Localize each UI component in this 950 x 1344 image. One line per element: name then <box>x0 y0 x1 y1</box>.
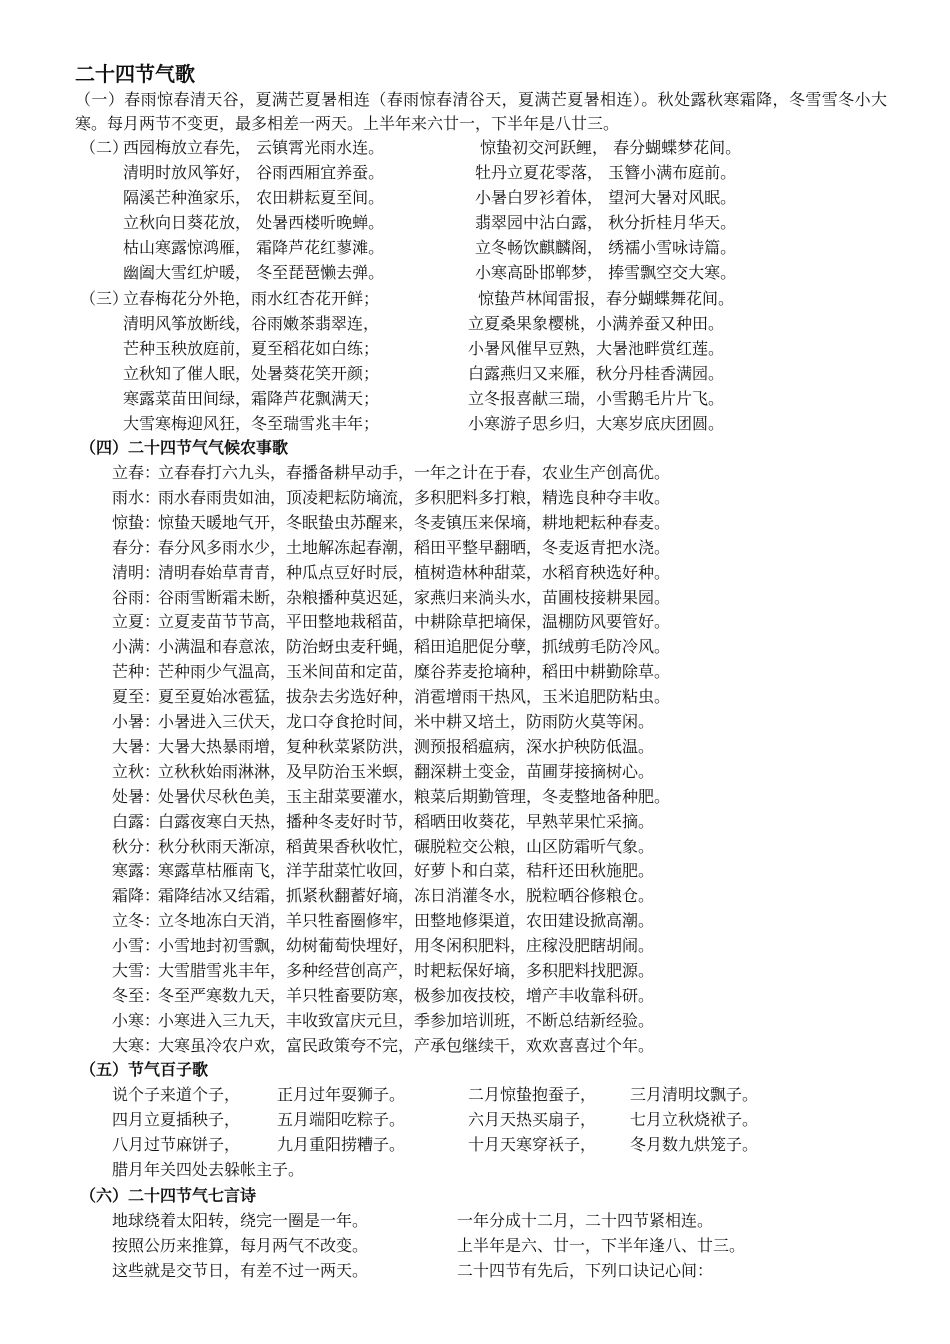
solar-term-verse: 大暑大热暴雨增，复种秋菜紧防洪，测预报稻瘟病，深水护秧防低温。 <box>158 736 655 756</box>
solar-term-label: 立秋： <box>112 761 161 781</box>
song-line: 腊月年关四处去躲帐主子。 <box>112 1160 305 1179</box>
solar-term-verse: 小满温和春意浓，防治蚜虫麦秆蝇，稻田追肥促分孽，抓绒剪毛防冷风。 <box>158 637 671 657</box>
poem-line: 清明时放风筝好， 谷雨西厢宜养蚕。 <box>123 163 385 182</box>
solar-term-verse: 白露夜寒白天热，播种冬麦好时节，稻晒田收葵花，早熟苹果忙采摘。 <box>158 811 655 831</box>
section-2-label: （二） <box>80 138 129 157</box>
song-line: 正月过年耍狮子。 <box>277 1085 406 1104</box>
document-title: 二十四节气歌 <box>75 62 195 86</box>
solar-term-verse: 清明春始草青青，种瓜点豆好时辰，植树造林种甜菜，水稻育秧选好种。 <box>158 562 671 582</box>
solar-term-label: 白露： <box>112 811 161 831</box>
solar-term-verse: 处暑伏尽秋色美，玉主甜菜要灌水，粮菜后期勤管理，冬麦整地备种肥。 <box>158 786 671 806</box>
section-4-heading: （四）二十四节气气候农事歌 <box>80 438 289 457</box>
poem-line: 立夏桑果象樱桃，小满养蚕又种田。 <box>468 314 725 333</box>
song-line: 七月立秋烧袱子。 <box>630 1110 759 1129</box>
solar-term-verse: 小雪地封初雪飘，幼树葡萄快埋好，用冬闲积肥料，庄稼没肥瞎胡闹。 <box>158 936 655 956</box>
poem-line: 幽阖大雪红炉暖， 冬至琵琶懒去弹。 <box>123 263 385 282</box>
song-line: 三月清明坟飘子。 <box>630 1085 759 1104</box>
song-line: 九月重阳捞糟子。 <box>277 1135 406 1154</box>
solar-term-label: 谷雨： <box>112 587 161 607</box>
poem-line: 地球绕着太阳转，绕完一圈是一年。 <box>112 1211 369 1230</box>
solar-term-label: 芒种： <box>112 662 161 682</box>
solar-term-verse: 大雪腊雪兆丰年，多种经营创高产，时耙耘保好墒，多积肥料找肥源。 <box>158 961 655 980</box>
poem-line: 这些就是交节日，有差不过一两天。 <box>112 1261 369 1280</box>
poem-line: 立秋知了催人眠，处暑葵花笑开颜； <box>123 364 380 383</box>
solar-term-label: 夏至： <box>112 687 161 707</box>
solar-term-verse: 谷雨雪断霜未断，杂粮播种莫迟延，家燕归来淌头水，苗圃枝接耕果园。 <box>158 587 671 607</box>
poem-line: 白露燕归又来雁，秋分丹桂香满园。 <box>468 364 725 383</box>
section-3-label: （三） <box>80 289 129 308</box>
song-line: 冬月数九烘笼子。 <box>630 1135 759 1154</box>
solar-term-label: 立夏： <box>112 612 161 632</box>
poem-line: 西园梅放立春先， 云镇霄光雨水连。 <box>123 138 385 157</box>
solar-term-verse: 小暑进入三伏天，龙口夺食抢时间，米中耕又培土，防雨防火莫等闲。 <box>158 712 655 731</box>
solar-term-label: 立春： <box>112 463 161 482</box>
solar-term-verse: 寒露草枯雁南飞，洋芋甜菜忙收回，好萝卜和白菜，秸秆还田秋施肥。 <box>158 861 655 881</box>
poem-line: 惊蛰初交河跃鲤， 春分蝴蝶梦花间。 <box>480 138 742 157</box>
solar-term-label: 春分： <box>112 537 161 557</box>
poem-line: 小暑风催早豆熟，大暑池畔赏红莲。 <box>468 339 725 358</box>
solar-term-verse: 立秋秋始雨淋淋，及早防治玉米螟，翻深耕土变金，苗圃芽接摘树心。 <box>158 761 655 781</box>
solar-term-verse: 立春春打六九头，春播备耕早动手，一年之计在于春，农业生产创高优。 <box>158 463 671 482</box>
poem-line: 按照公历来推算，每月两气不改变。 <box>112 1236 369 1255</box>
solar-term-verse: 芒种雨少气温高，玉米间苗和定苗，糜谷荞麦抢墒种，稻田中耕勤除草。 <box>158 662 671 682</box>
poem-line: 立冬报喜献三瑞，小雪鹅毛片片飞。 <box>468 389 725 408</box>
solar-term-verse: 立夏麦苗节节高，平田整地栽稻苗，中耕除草把墒保，温棚防风要管好。 <box>158 612 671 632</box>
poem-line: 翡翠园中沾白露， 秋分折桂月华天。 <box>475 213 737 232</box>
solar-term-label: 大雪： <box>112 961 161 980</box>
solar-term-label: 秋分： <box>112 836 161 856</box>
solar-term-label: 清明： <box>112 562 161 582</box>
solar-term-label: 小寒： <box>112 1010 161 1030</box>
solar-term-verse: 大寒虽冷农户欢，富民政策夸不完，产承包继续干，欢欢喜喜过个年。 <box>158 1035 655 1055</box>
solar-term-verse: 春分风多雨水少，土地解冻起春潮，稻田平整早翻晒，冬麦返青把水浇。 <box>158 537 671 557</box>
song-line: 十月天寒穿袄子， <box>468 1135 597 1154</box>
poem-line: 小寒高卧邯郸梦， 捧雪飘空交大寒。 <box>475 263 737 282</box>
poem-line: 立秋向日葵花放， 处暑西楼听晚蝉。 <box>123 213 385 232</box>
poem-line: 上半年是六、廿一，下半年逢八、廿三。 <box>457 1236 746 1255</box>
solar-term-verse: 霜降结冰又结霜，抓紧秋翻蓄好墒，冻日消灌冬水，脱粒晒谷修粮仓。 <box>158 886 655 906</box>
poem-line: 一年分成十二月，二十四节紧相连。 <box>457 1211 714 1230</box>
solar-term-label: 小雪： <box>112 936 161 956</box>
poem-line: 隔溪芒种渔家乐， 农田耕耘夏至间。 <box>123 188 385 207</box>
song-line: 八月过节麻饼子， <box>112 1135 241 1154</box>
song-line: 五月端阳吃粽子。 <box>277 1110 406 1129</box>
solar-term-label: 小满： <box>112 637 161 657</box>
song-line: 二月惊蛰抱蚕子， <box>468 1085 597 1104</box>
poem-line: 立春梅花分外艳，雨水红杏花开鲜； <box>123 289 380 308</box>
section-5-heading: （五）节气百子歌 <box>80 1060 209 1079</box>
solar-term-verse: 小寒进入三九天，丰收致富庆元旦，季参加培训班，不断总结新经验。 <box>158 1010 655 1030</box>
song-line: 四月立夏插秧子， <box>112 1110 241 1129</box>
solar-term-label: 小暑： <box>112 712 161 731</box>
poem-line: 小寒游子思乡归，大寒岁底庆团圆。 <box>468 414 725 433</box>
solar-term-verse: 秋分秋雨天渐凉，稻黄果香秋收忙，碾脱粒交公粮，山区防霜听气象。 <box>158 836 655 856</box>
solar-term-label: 立冬： <box>112 911 161 931</box>
solar-term-verse: 惊蛰天暖地气开，冬眠蛰虫苏醒来，冬麦镇压来保墒，耕地耙耘种春麦。 <box>158 512 671 532</box>
poem-line: 小暑白罗衫着体， 望河大暑对风眠。 <box>475 188 737 207</box>
solar-term-verse: 冬至严寒数九天，羊只牲畜要防寒，极参加夜技校，增产丰收靠科研。 <box>158 985 655 1005</box>
poem-line: 立冬畅饮麒麟阁， 绣襦小雪咏诗篇。 <box>475 238 737 257</box>
solar-term-label: 大暑： <box>112 736 161 756</box>
poem-line: 二十四节有先后，下列口诀记心间： <box>457 1261 714 1280</box>
solar-term-verse: 雨水春雨贵如油，顶凌耙耘防墒流，多积肥料多打粮，精选良种夺丰收。 <box>158 487 671 507</box>
solar-term-label: 惊蛰： <box>112 512 161 532</box>
solar-term-verse: 夏至夏始冰雹猛，拔杂去劣选好种，消雹增雨干热风，玉米追肥防粘虫。 <box>158 687 671 707</box>
solar-term-label: 处暑： <box>112 786 161 806</box>
solar-term-label: 雨水： <box>112 487 161 507</box>
song-line: 六月天热买扇子， <box>468 1110 597 1129</box>
poem-line: 寒露菜苗田间绿，霜降芦花飘满天； <box>123 389 380 408</box>
solar-term-label: 霜降： <box>112 886 161 906</box>
poem-line: 芒种玉秧放庭前，夏至稻花如白练； <box>123 339 380 358</box>
poem-line: 牡丹立夏花零落， 玉簪小满布庭前。 <box>475 163 737 182</box>
solar-term-verse: 立冬地冻白天消，羊只牲畜圈修牢，田整地修渠道，农田建设掀高潮。 <box>158 911 655 931</box>
solar-term-label: 大寒： <box>112 1035 161 1055</box>
poem-line: 大雪寒梅迎风狂，冬至瑞雪兆丰年； <box>123 414 380 433</box>
section-1-paragraph: （一）春雨惊春清天谷，夏满芒夏暑相连（春雨惊春清谷天，夏满芒夏暑相连）。秋处露秋寒霜降，冬雪雪冬小大寒。每月两节不变更，最多相差一两天。上半年来六廿一，下半年是八廿三。 <box>75 90 887 133</box>
song-line: 说个子来道个子， <box>112 1085 241 1104</box>
poem-line: 枯山寒露惊鸿雁， 霜降芦花红蓼滩。 <box>123 238 385 257</box>
solar-term-label: 冬至： <box>112 985 161 1005</box>
poem-line: 惊蛰芦林闻雷报，春分蝴蝶舞花间。 <box>478 289 735 308</box>
solar-term-label: 寒露： <box>112 861 161 881</box>
section-6-heading: （六）二十四节气七言诗 <box>80 1186 257 1205</box>
poem-line: 清明风筝放断线，谷雨嫩茶翡翠连， <box>123 314 380 333</box>
